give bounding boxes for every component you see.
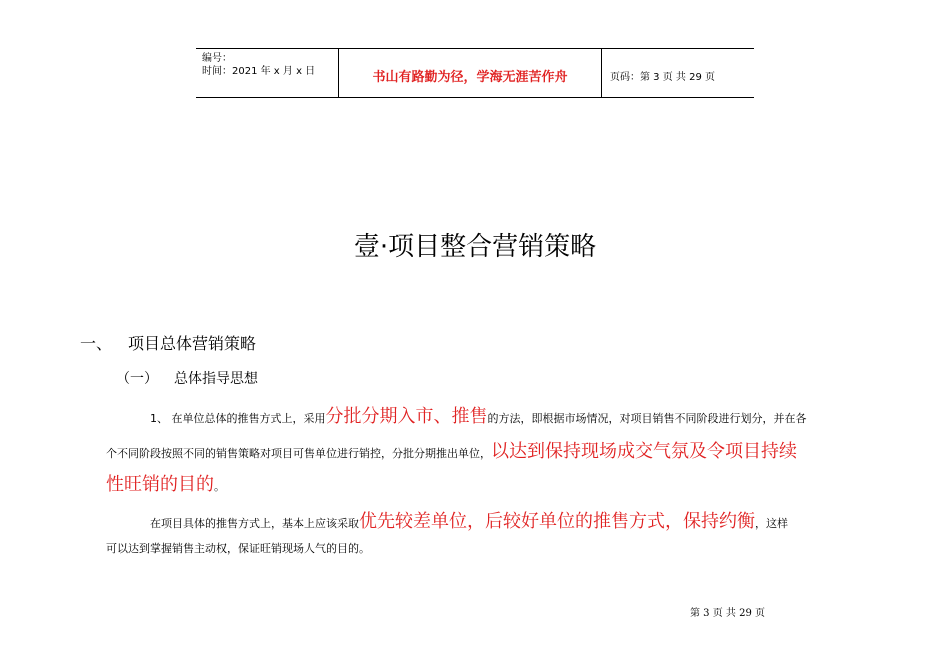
code-label: 编号：: [202, 53, 232, 64]
subsection-title: 总体指导思想: [174, 371, 258, 387]
section-number: 一、: [80, 334, 113, 353]
highlight-text: 分批分期入市、推售: [325, 406, 488, 427]
text-run: 的方法，即根据市场情况，对项目销售不同阶段进行划分，并在各: [487, 412, 807, 425]
time-label: 时间：2021 年 x 月 x 日: [202, 66, 316, 77]
section-heading: [80, 331, 256, 354]
header-page-number: 页码：第 3 页 共 29 页: [610, 72, 715, 83]
subsection-heading: [116, 368, 258, 388]
text-run: 。: [214, 480, 225, 493]
paragraph-1-line-2: [106, 437, 797, 463]
paragraph-1-line-1: [150, 402, 807, 428]
paragraph-1-line-3: [106, 470, 225, 496]
paragraph-2-line-1: [150, 507, 788, 533]
highlight-text: 优先较差单位，后较好单位的推售方式，保持约衡: [359, 511, 755, 532]
subsection-number: （一）: [116, 371, 158, 387]
highlight-text: 性旺销的目的: [106, 474, 214, 495]
header-info-cell: [196, 49, 339, 97]
text-run: 1、 在单位总体的推售方式上，采用: [150, 412, 326, 425]
text-run: 个不同阶段按照不同的销售策略对项目可售单位进行销控，分批分期推出单位，: [106, 447, 491, 460]
text-run: 在项目具体的推售方式上，基本上应该采取: [150, 517, 359, 530]
section-title: 项目总体营销策略: [128, 334, 257, 353]
highlight-text: 以达到保持现场成交气氛及令项目持续: [491, 441, 797, 462]
header-slogan: 书山有路勤为径，学海无涯苦作舟: [372, 70, 568, 85]
header-slogan-cell: [339, 49, 602, 97]
document-title: 壹·项目整合营销策略: [353, 232, 597, 262]
page-footer: 第 3 页 共 29 页: [690, 608, 765, 619]
text-run: ，这样: [755, 517, 788, 530]
paragraph-2-line-2: 可以达到掌握销售主动权，保证旺销现场人气的目的。: [106, 542, 370, 555]
header-page-cell: [602, 49, 754, 97]
page-header: [196, 48, 754, 98]
